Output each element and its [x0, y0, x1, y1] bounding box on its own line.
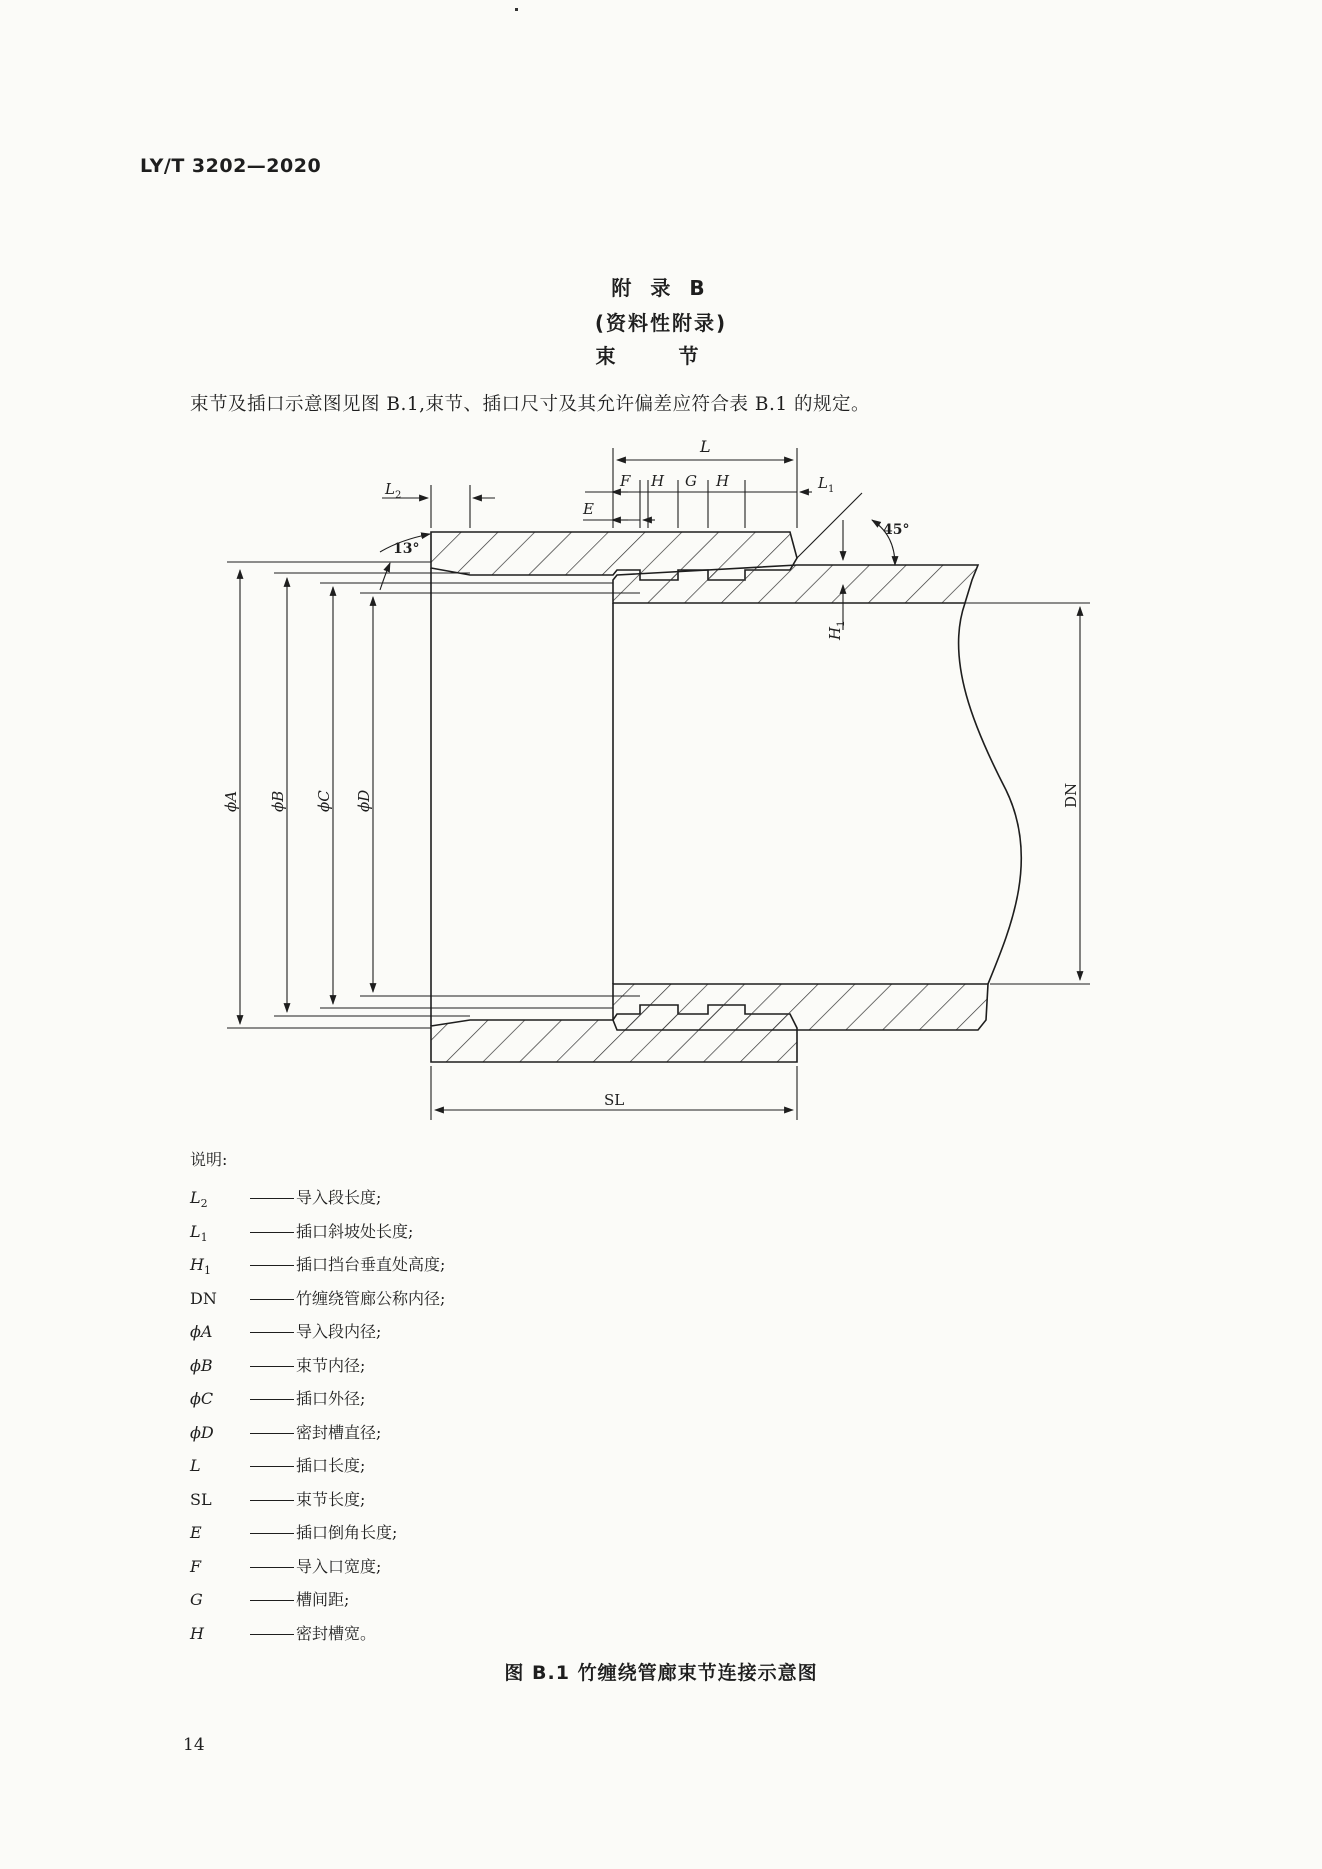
legend-item: ϕB 束节内径; [190, 1355, 366, 1375]
legend-item: ϕC 插口外径; [190, 1389, 366, 1408]
legend-item: ϕA 导入段内径; [190, 1322, 382, 1341]
legend-title: 说明: [190, 1150, 228, 1169]
legend-dash [250, 1299, 294, 1300]
legend-item: E 插口倒角长度; [190, 1523, 398, 1542]
legend-dash [250, 1600, 294, 1601]
legend-item: ϕD 密封槽直径; [190, 1422, 382, 1442]
legend-dash [250, 1433, 294, 1434]
legend-dash [250, 1634, 294, 1635]
label-G: G [685, 472, 697, 490]
label-H1: $H_1$ [826, 620, 847, 640]
legend-dash [250, 1232, 294, 1233]
legend-dash [250, 1198, 294, 1199]
label-phiD: ϕD [355, 789, 373, 812]
label-H-second: H [716, 472, 730, 490]
legend-item: SL 束节长度; [190, 1489, 366, 1509]
legend-item: H 密封槽宽。 [190, 1623, 377, 1643]
label-phiC: ϕC [315, 790, 333, 812]
label-E: E [583, 500, 594, 518]
appendix-title: 附 录 B [611, 276, 711, 300]
legend-dash [250, 1533, 294, 1534]
figure-caption: 图 B.1 竹缠绕管廊束节连接示意图 [504, 1662, 818, 1684]
standard-code: LY/T 3202—2020 [140, 155, 322, 177]
legend-dash [250, 1567, 294, 1568]
label-L2: $L_2$ [385, 480, 402, 501]
section-title: 束 节 [595, 344, 727, 368]
legend-item: F 导入口宽度; [190, 1556, 382, 1576]
legend-item: $H_1$ 插口挡台垂直处高度; [190, 1255, 446, 1278]
label-phiA: ϕA [222, 790, 240, 812]
legend-item: $L_2$ 导入段长度; [190, 1188, 382, 1211]
legend-dash [250, 1466, 294, 1467]
legend-item: DN 竹缠绕管廊公称内径; [190, 1288, 446, 1308]
legend-item: L 插口长度; [190, 1456, 366, 1475]
label-45-degrees: 45° [883, 522, 910, 538]
label-phiB: ϕB [269, 790, 287, 812]
label-DN: DN [1062, 782, 1080, 808]
legend-list [190, 1181, 445, 1650]
legend-dash [250, 1500, 294, 1501]
label-SL: SL [604, 1091, 625, 1109]
legend-dash [250, 1399, 294, 1400]
label-F: F [620, 472, 631, 490]
legend-dash [250, 1332, 294, 1333]
label-L: L [700, 437, 711, 456]
label-13-degrees: 13° [393, 541, 420, 557]
scan-speck [515, 8, 518, 11]
page-number: 14 [183, 1735, 205, 1755]
legend-dash [250, 1366, 294, 1367]
appendix-subtitle: (资料性附录) [594, 311, 728, 335]
label-L1: $L_1$ [818, 474, 835, 495]
legend-item: G 槽间距; [190, 1590, 350, 1609]
label-H-first: H [651, 472, 665, 490]
legend-dash [250, 1265, 294, 1266]
legend-item: $L_1$ 插口斜坡处长度; [190, 1221, 414, 1244]
pipe-break-line [959, 603, 1022, 984]
coupling-diagram [0, 430, 1322, 1150]
intro-paragraph: 束节及插口示意图见图 B.1,束节、插口尺寸及其允许偏差应符合表 B.1 的规定。 [190, 394, 871, 415]
spigot-bottom-section [613, 984, 988, 1030]
